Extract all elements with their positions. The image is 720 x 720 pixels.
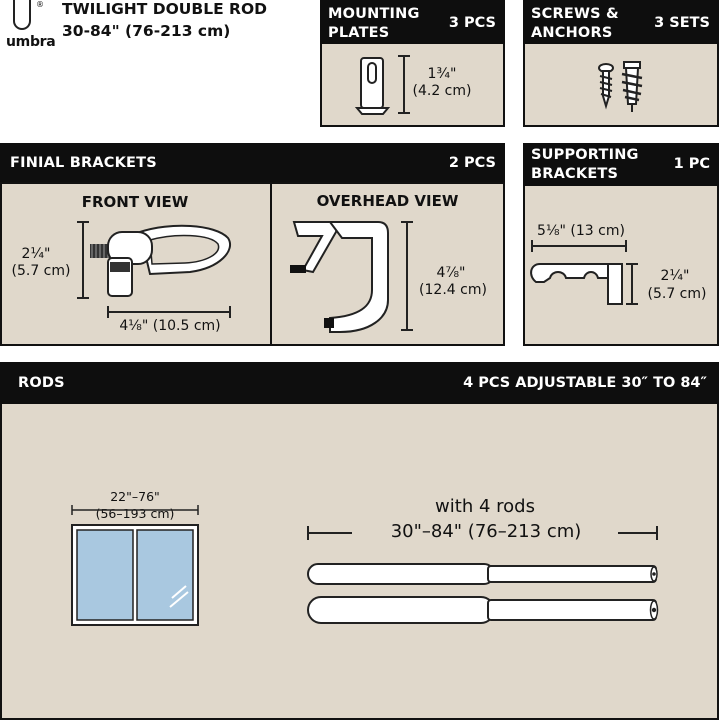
supporting-bracket-width: 5⅛" (13 cm) bbox=[537, 223, 625, 239]
overhead-view-title: OVERHEAD VIEW bbox=[316, 192, 459, 210]
mounting-plate-dim-1: 1¾" bbox=[427, 66, 457, 82]
rod-range: 30"–84" (76–213 cm) bbox=[390, 521, 582, 542]
window-dim-2: (56–193 cm) bbox=[95, 506, 175, 521]
overhead-view-depth-2: (12.4 cm) bbox=[419, 282, 487, 298]
rod-2-inner bbox=[488, 600, 656, 620]
screws-label-1: SCREWS & bbox=[531, 6, 619, 22]
finial-brackets-label: FINIAL BRACKETS bbox=[10, 155, 157, 171]
screws-label-2: ANCHORS bbox=[531, 25, 613, 41]
window-dim-1: 22"–76" bbox=[110, 489, 160, 504]
front-view-title: FRONT VIEW bbox=[81, 193, 189, 211]
product-size: 30-84" (76-213 cm) bbox=[62, 22, 231, 40]
supporting-bracket-height-2: (5.7 cm) bbox=[647, 286, 707, 302]
umbra-wordmark: umbra bbox=[6, 34, 56, 50]
front-view-width: 4⅛" (10.5 cm) bbox=[119, 318, 221, 334]
mounting-plates-qty: 3 PCS bbox=[448, 15, 496, 31]
rod-caption: with 4 rods bbox=[435, 496, 535, 517]
product-title: TWILIGHT DOUBLE ROD bbox=[62, 0, 268, 18]
front-view-height-1: 2¼" bbox=[21, 246, 51, 262]
mounting-plates-label-1: MOUNTING bbox=[328, 6, 420, 22]
rods-label: RODS bbox=[18, 375, 65, 391]
rod-1-outer bbox=[308, 564, 494, 584]
supporting-brackets-label-1: SUPPORTING bbox=[531, 147, 639, 163]
registered-mark: ® bbox=[36, 0, 44, 9]
front-view-height-2: (5.7 cm) bbox=[11, 263, 71, 279]
finial-brackets-qty: 2 PCS bbox=[448, 155, 496, 171]
rod-1-inner bbox=[488, 566, 656, 582]
supporting-bracket-height-1: 2¼" bbox=[660, 268, 690, 284]
mounting-plates-label-2: PLATES bbox=[328, 25, 390, 41]
overhead-view-depth-1: 4⅞" bbox=[436, 265, 466, 281]
rod-2-outer bbox=[308, 597, 494, 623]
supporting-brackets-label-2: BRACKETS bbox=[531, 166, 619, 182]
screws-qty: 3 SETS bbox=[654, 15, 710, 31]
supporting-brackets-qty: 1 PC bbox=[673, 156, 710, 172]
mounting-plate-dim-2: (4.2 cm) bbox=[412, 83, 472, 99]
rods-qty: 4 PCS ADJUSTABLE 30″ TO 84″ bbox=[463, 375, 707, 391]
